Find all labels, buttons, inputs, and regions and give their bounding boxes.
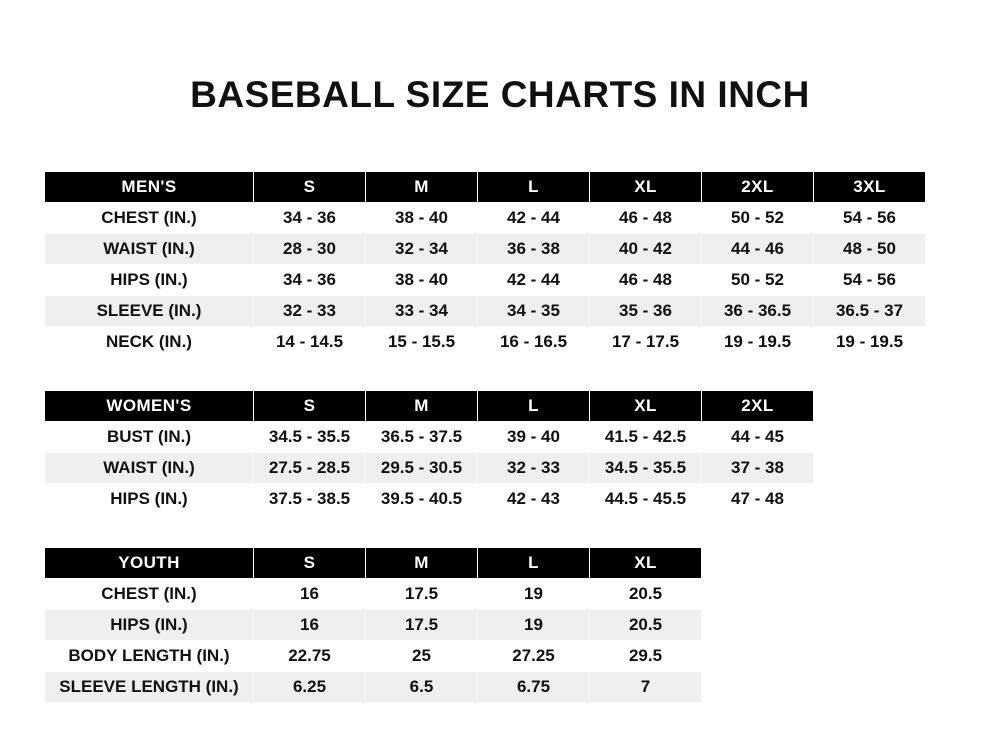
table-cell: 6.75	[478, 672, 590, 703]
row-label: CHEST (IN.)	[45, 203, 254, 234]
table-row	[45, 234, 926, 265]
table-cell: 19	[478, 579, 590, 610]
table-cell: 37.5 - 38.5	[254, 484, 366, 515]
table-header-cell: M	[366, 172, 478, 203]
table-cell: 17.5	[366, 579, 478, 610]
table-row	[45, 579, 702, 610]
table-cell: 34 - 35	[478, 296, 590, 327]
row-label: NECK (IN.)	[45, 327, 254, 358]
page-title: BASEBALL SIZE CHARTS IN INCH	[190, 74, 810, 115]
table-header-cell: L	[478, 391, 590, 422]
table-header-cell: L	[478, 172, 590, 203]
table-cell: 34 - 36	[254, 203, 366, 234]
table-header-cell: M	[366, 548, 478, 579]
table-cell: 16	[254, 579, 366, 610]
table-cell: 34 - 36	[254, 265, 366, 296]
youth-size-table	[44, 547, 702, 703]
table-header-cell: S	[254, 391, 366, 422]
table-cell: 25	[366, 641, 478, 672]
table-cell: 42 - 44	[478, 265, 590, 296]
row-label: WAIST (IN.)	[45, 234, 254, 265]
table-cell: 36.5 - 37.5	[366, 422, 478, 453]
table-cell: 19 - 19.5	[814, 327, 926, 358]
table-header-cell: L	[478, 548, 590, 579]
table-row	[45, 453, 814, 484]
table-cell: 34.5 - 35.5	[590, 453, 702, 484]
table-cell: 46 - 48	[590, 265, 702, 296]
row-label: SLEEVE LENGTH (IN.)	[45, 672, 254, 703]
table-row	[45, 422, 814, 453]
table-cell: 41.5 - 42.5	[590, 422, 702, 453]
row-label: CHEST (IN.)	[45, 579, 254, 610]
table-cell: 39 - 40	[478, 422, 590, 453]
row-label: WAIST (IN.)	[45, 453, 254, 484]
table-cell: 16 - 16.5	[478, 327, 590, 358]
table-cell: 38 - 40	[366, 265, 478, 296]
table-cell: 42 - 44	[478, 203, 590, 234]
table-header-row	[45, 391, 814, 422]
row-label: HIPS (IN.)	[45, 610, 254, 641]
table-header-cell: S	[254, 172, 366, 203]
row-label: BUST (IN.)	[45, 422, 254, 453]
table-cell: 40 - 42	[590, 234, 702, 265]
table-row	[45, 327, 926, 358]
row-label: BODY LENGTH (IN.)	[45, 641, 254, 672]
table-row	[45, 484, 814, 515]
table-cell: 44.5 - 45.5	[590, 484, 702, 515]
mens-size-table	[44, 171, 926, 358]
table-header-cell: 2XL	[702, 172, 814, 203]
table-cell: 7	[590, 672, 702, 703]
table-cell: 50 - 52	[702, 265, 814, 296]
table-header-cell: XL	[590, 548, 702, 579]
table-cell: 32 - 33	[478, 453, 590, 484]
table-header-cell: S	[254, 548, 366, 579]
table-cell: 36 - 38	[478, 234, 590, 265]
table-row	[45, 265, 926, 296]
table-row	[45, 203, 926, 234]
table-cell: 47 - 48	[702, 484, 814, 515]
table-cell: 29.5 - 30.5	[366, 453, 478, 484]
table-cell: 6.25	[254, 672, 366, 703]
table-row	[45, 610, 702, 641]
table-header-cell: 2XL	[702, 391, 814, 422]
table-cell: 50 - 52	[702, 203, 814, 234]
table-cell: 20.5	[590, 610, 702, 641]
table-cell: 54 - 56	[814, 265, 926, 296]
table-header-cell: XL	[590, 172, 702, 203]
table-cell: 27.5 - 28.5	[254, 453, 366, 484]
table-cell: 19 - 19.5	[702, 327, 814, 358]
table-header-cell: M	[366, 391, 478, 422]
table-cell: 33 - 34	[366, 296, 478, 327]
table-header-cell: XL	[590, 391, 702, 422]
row-label: SLEEVE (IN.)	[45, 296, 254, 327]
table-cell: 37 - 38	[702, 453, 814, 484]
table-cell: 34.5 - 35.5	[254, 422, 366, 453]
table-header-cell: YOUTH	[45, 548, 254, 579]
table-cell: 14 - 14.5	[254, 327, 366, 358]
table-cell: 48 - 50	[814, 234, 926, 265]
table-cell: 20.5	[590, 579, 702, 610]
table-header-cell: MEN'S	[45, 172, 254, 203]
table-cell: 29.5	[590, 641, 702, 672]
table-row	[45, 672, 702, 703]
table-header-row	[45, 172, 926, 203]
table-cell: 6.5	[366, 672, 478, 703]
table-cell: 27.25	[478, 641, 590, 672]
table-cell: 32 - 33	[254, 296, 366, 327]
table-cell: 46 - 48	[590, 203, 702, 234]
table-cell: 54 - 56	[814, 203, 926, 234]
table-cell: 15 - 15.5	[366, 327, 478, 358]
row-label: HIPS (IN.)	[45, 484, 254, 515]
table-header-cell: 3XL	[814, 172, 926, 203]
table-cell: 39.5 - 40.5	[366, 484, 478, 515]
table-cell: 38 - 40	[366, 203, 478, 234]
table-cell: 35 - 36	[590, 296, 702, 327]
womens-size-table	[44, 390, 814, 515]
table-cell: 19	[478, 610, 590, 641]
table-row	[45, 296, 926, 327]
table-cell: 32 - 34	[366, 234, 478, 265]
table-cell: 28 - 30	[254, 234, 366, 265]
table-cell: 17 - 17.5	[590, 327, 702, 358]
table-cell: 16	[254, 610, 366, 641]
table-cell: 36.5 - 37	[814, 296, 926, 327]
table-cell: 44 - 46	[702, 234, 814, 265]
table-cell: 22.75	[254, 641, 366, 672]
table-row	[45, 641, 702, 672]
tables-container	[0, 116, 1000, 703]
table-cell: 36 - 36.5	[702, 296, 814, 327]
table-cell: 17.5	[366, 610, 478, 641]
table-header-cell: WOMEN'S	[45, 391, 254, 422]
table-header-row	[45, 548, 702, 579]
table-cell: 44 - 45	[702, 422, 814, 453]
table-cell: 42 - 43	[478, 484, 590, 515]
row-label: HIPS (IN.)	[45, 265, 254, 296]
